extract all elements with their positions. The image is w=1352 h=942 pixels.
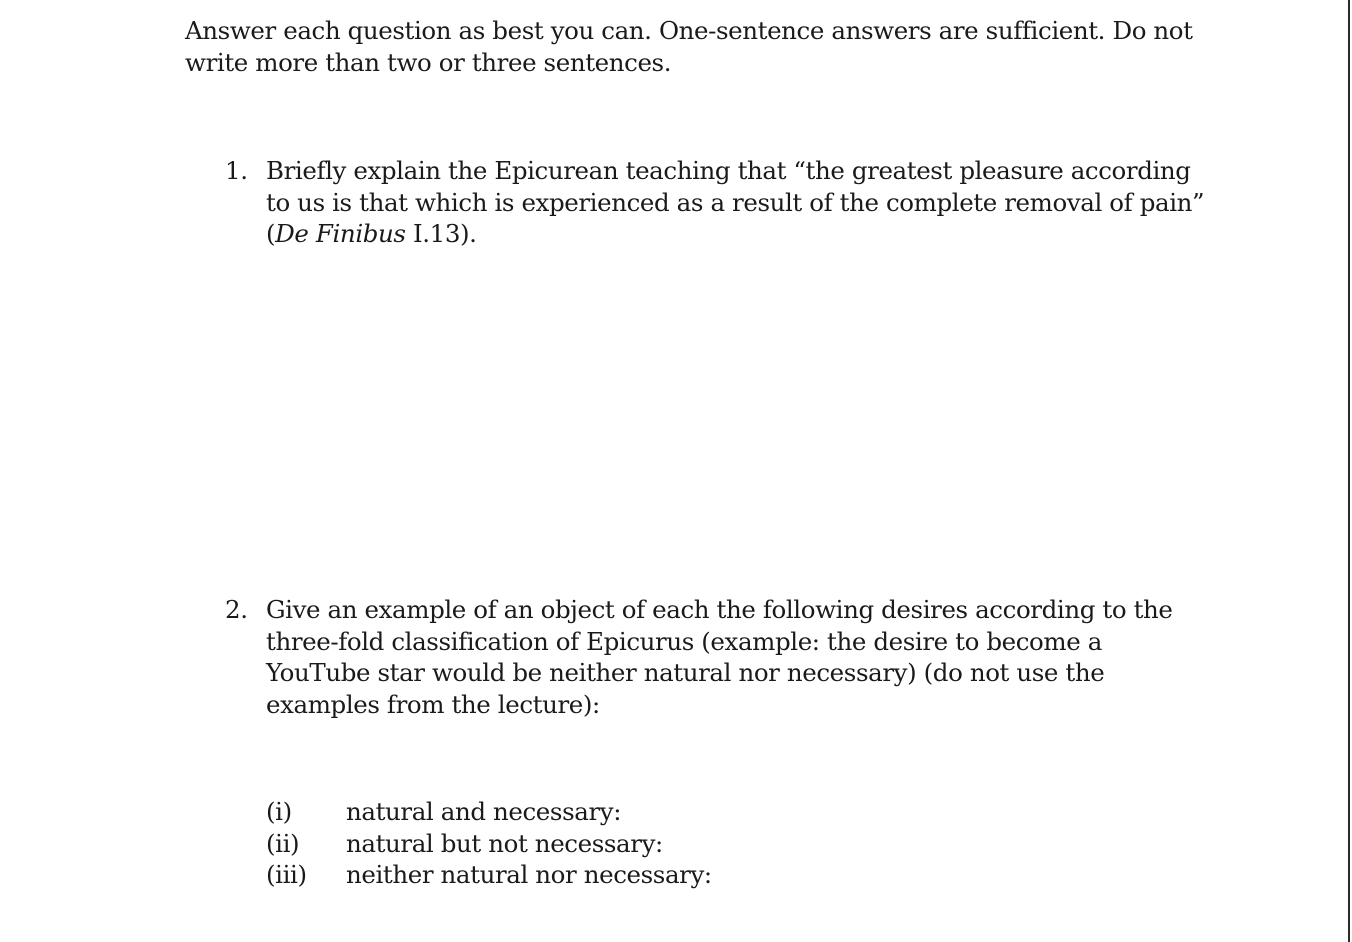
instructions-paragraph [185,15,1193,79]
instructions-line-1: Answer each question as best you can. One-sentence answers are sufficient. Do not [185,16,1193,45]
list-item-text: natural and necessary: [346,797,622,826]
question-1-line-2: to us is that which is experienced as a result of the complete removal of pain” [266,187,1205,217]
list-item-text: natural but not necessary: [346,828,663,858]
citation-open-paren: ( [266,219,276,248]
question-2-line-4: examples from the lecture): [266,689,600,719]
question-2-line-1: Give an example of an object of each the following desires according to the [266,595,1173,624]
instructions-line-2: write more than two or three sentences. [185,48,672,77]
citation-reference: I.13). [405,219,477,248]
list-item-label: (i) [266,797,292,826]
page-edge-divider [1348,0,1350,942]
question-1-number: 1. [225,156,248,185]
list-item-text: neither natural nor necessary: [346,860,712,889]
list-item-label: (ii) [266,828,300,858]
question-2-line-3: YouTube star would be neither natural nor necessary) (do not use the [266,658,1105,687]
question-1-text [266,155,1205,250]
list-item-label: (iii) [266,860,307,889]
question-2-text [266,594,1173,720]
question-1-line-3 [266,218,1166,250]
question-2-line-2: three-fold classification of Epicurus (example: the desire to become a [266,626,1102,656]
question-1-line-1: Briefly explain the Epicurean teaching that “the greatest pleasure according [266,156,1191,185]
question-2-number: 2. [225,595,248,624]
citation-title: De Finibus [275,219,406,248]
